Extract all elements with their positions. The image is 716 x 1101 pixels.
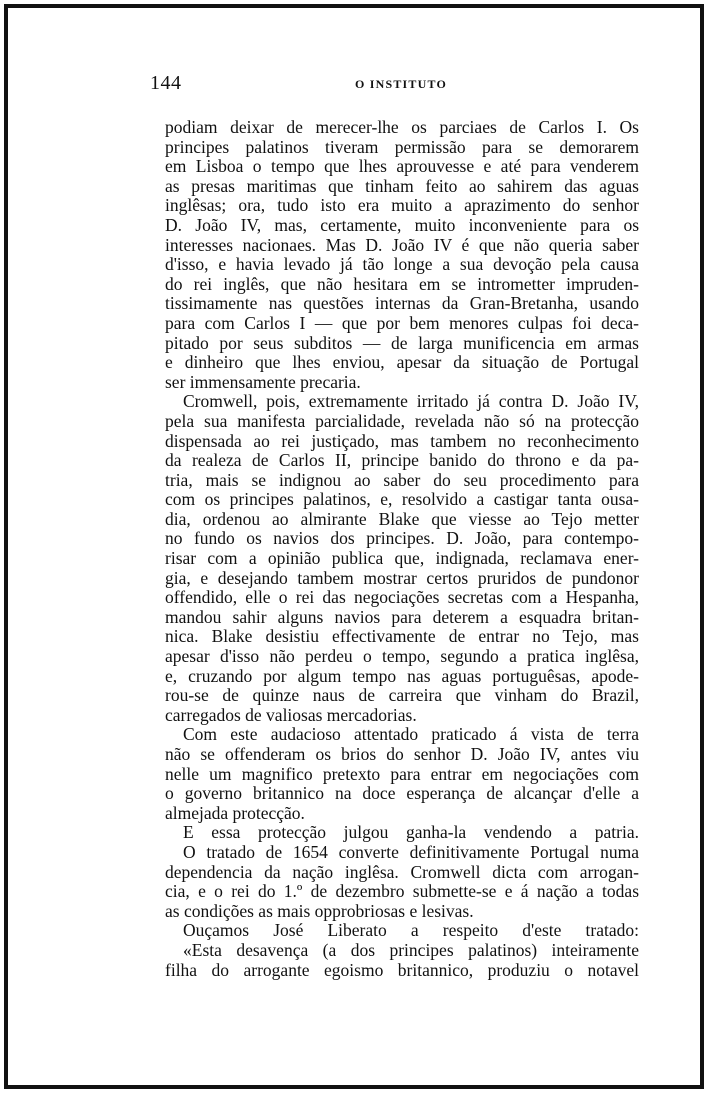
text-line: da realeza de Carlos II, principe banido do throno e da pa- <box>165 450 639 471</box>
text-line: d'isso, e havia levado já tão longe a sua devoção pela causa <box>165 254 639 275</box>
text-line: pitado por seus subditos — de larga munificencia em armas <box>165 332 639 353</box>
text-line: dispensada ao rei justiçado, mas tambem no reconhecimento <box>165 430 639 451</box>
page-number: 144 <box>150 72 182 94</box>
text-line: offendido, elle o rei das negociações secretas com a Hespanha, <box>165 587 639 608</box>
text-line: com os principes palatinos, e, resolvido a castigar tanta ousa- <box>165 489 639 510</box>
text-line: Ouçamos José Liberato a respeito d'este tratado: <box>183 920 639 941</box>
text-line: no fundo os navios dos principes. D. João, para contempo- <box>165 528 639 549</box>
text-line: para com Carlos I — que por bem menores culpas foi deca- <box>165 312 639 333</box>
text-line: dia, ordenou ao almirante Blake que viesse ao Tejo metter <box>165 508 639 529</box>
text-line: E essa protecção julgou ganha-la vendendo a patria. <box>183 822 639 843</box>
text-line: risar com a opinião publica que, indignada, reclamava ener- <box>165 548 639 569</box>
text-line: não se offenderam os brios do senhor D. João IV, antes viu <box>165 744 639 764</box>
text-line: filha do arrogante egoismo britannico, produziu o notavel <box>165 959 639 980</box>
text-line: interesses nacionaes. Mas D. João IV é que não queria saber <box>165 234 639 255</box>
text-line: gia, e desejando tambem mostrar certos pruridos de pundonor <box>165 567 639 588</box>
text-line: dependencia da nação inglêsa. Cromwell dicta com arrogan- <box>165 861 639 882</box>
text-line: O tratado de 1654 converte definitivamente Portugal numa <box>183 841 639 862</box>
running-title: O INSTITUTO <box>355 77 448 91</box>
text-line: almejada protecção. <box>165 802 305 823</box>
text-line: e dinheiro que lhes enviou, apesar da situação de Portugal <box>165 352 639 373</box>
text-line: rou-se de quinze naus de carreira que vinham do Brazil, <box>165 685 639 706</box>
text-line: o governo britannico na doce esperança de alcançar d'elle a <box>165 783 639 804</box>
text-line: Com este audacioso attentado praticado á vista de terra <box>183 724 639 745</box>
text-line: as condições as mais opprobriosas e lesivas. <box>165 900 474 921</box>
text-line: as presas maritimas que tinham feito ao sahirem das aguas <box>165 175 639 196</box>
text-line: inglêsas; ora, tudo isto era muito a aprazimento do senhor <box>165 195 639 216</box>
text-line: Cromwell, pois, extremamente irritado já contra D. João IV, <box>183 391 639 412</box>
text-line: do rei inglês, que não hesitara em se intrometter impruden- <box>165 273 639 294</box>
text-line: ser immensamente precaria. <box>165 371 361 392</box>
text-line: mandou sahir alguns navios para deterem a esquadra britan- <box>165 606 639 627</box>
text-line: e, cruzando por algum tempo nas aguas portuguêsas, apode- <box>165 665 639 686</box>
page-header <box>150 72 630 98</box>
text-line: «Esta desavença (a dos principes palatinos) inteiramente <box>183 939 639 960</box>
text-line: tria, mais se indignou ao saber do seu procedimento para <box>165 469 639 490</box>
text-line: em Lisboa o tempo que lhes aprouvesse e até para venderem <box>165 156 639 177</box>
body-text <box>165 118 639 980</box>
text-line: nelle um magnifico pretexto para entrar em negociações com <box>165 763 639 784</box>
text-line: nica. Blake desistiu effectivamente de entrar no Tejo, mas <box>165 626 639 647</box>
text-line: cia, e o rei do 1.º de dezembro submette-se e á nação a todas <box>165 881 639 902</box>
text-line: tissimamente nas questões internas da Gran-Bretanha, usando <box>165 293 639 314</box>
text-line: podiam deixar de merecer-lhe os parciaes de Carlos I. Os <box>165 117 639 137</box>
text-line: carregados de valiosas mercadorias. <box>165 704 417 725</box>
text-line: apesar d'isso não perdeu o tempo, segundo a pratica inglêsa, <box>165 646 639 667</box>
text-line: pela sua manifesta parcialidade, revelada não só na protecção <box>165 410 639 431</box>
text-line: principes palatinos tiveram permissão para se demorarem <box>165 136 639 157</box>
text-line: D. João IV, mas, certamente, muito inconveniente para os <box>165 214 639 235</box>
